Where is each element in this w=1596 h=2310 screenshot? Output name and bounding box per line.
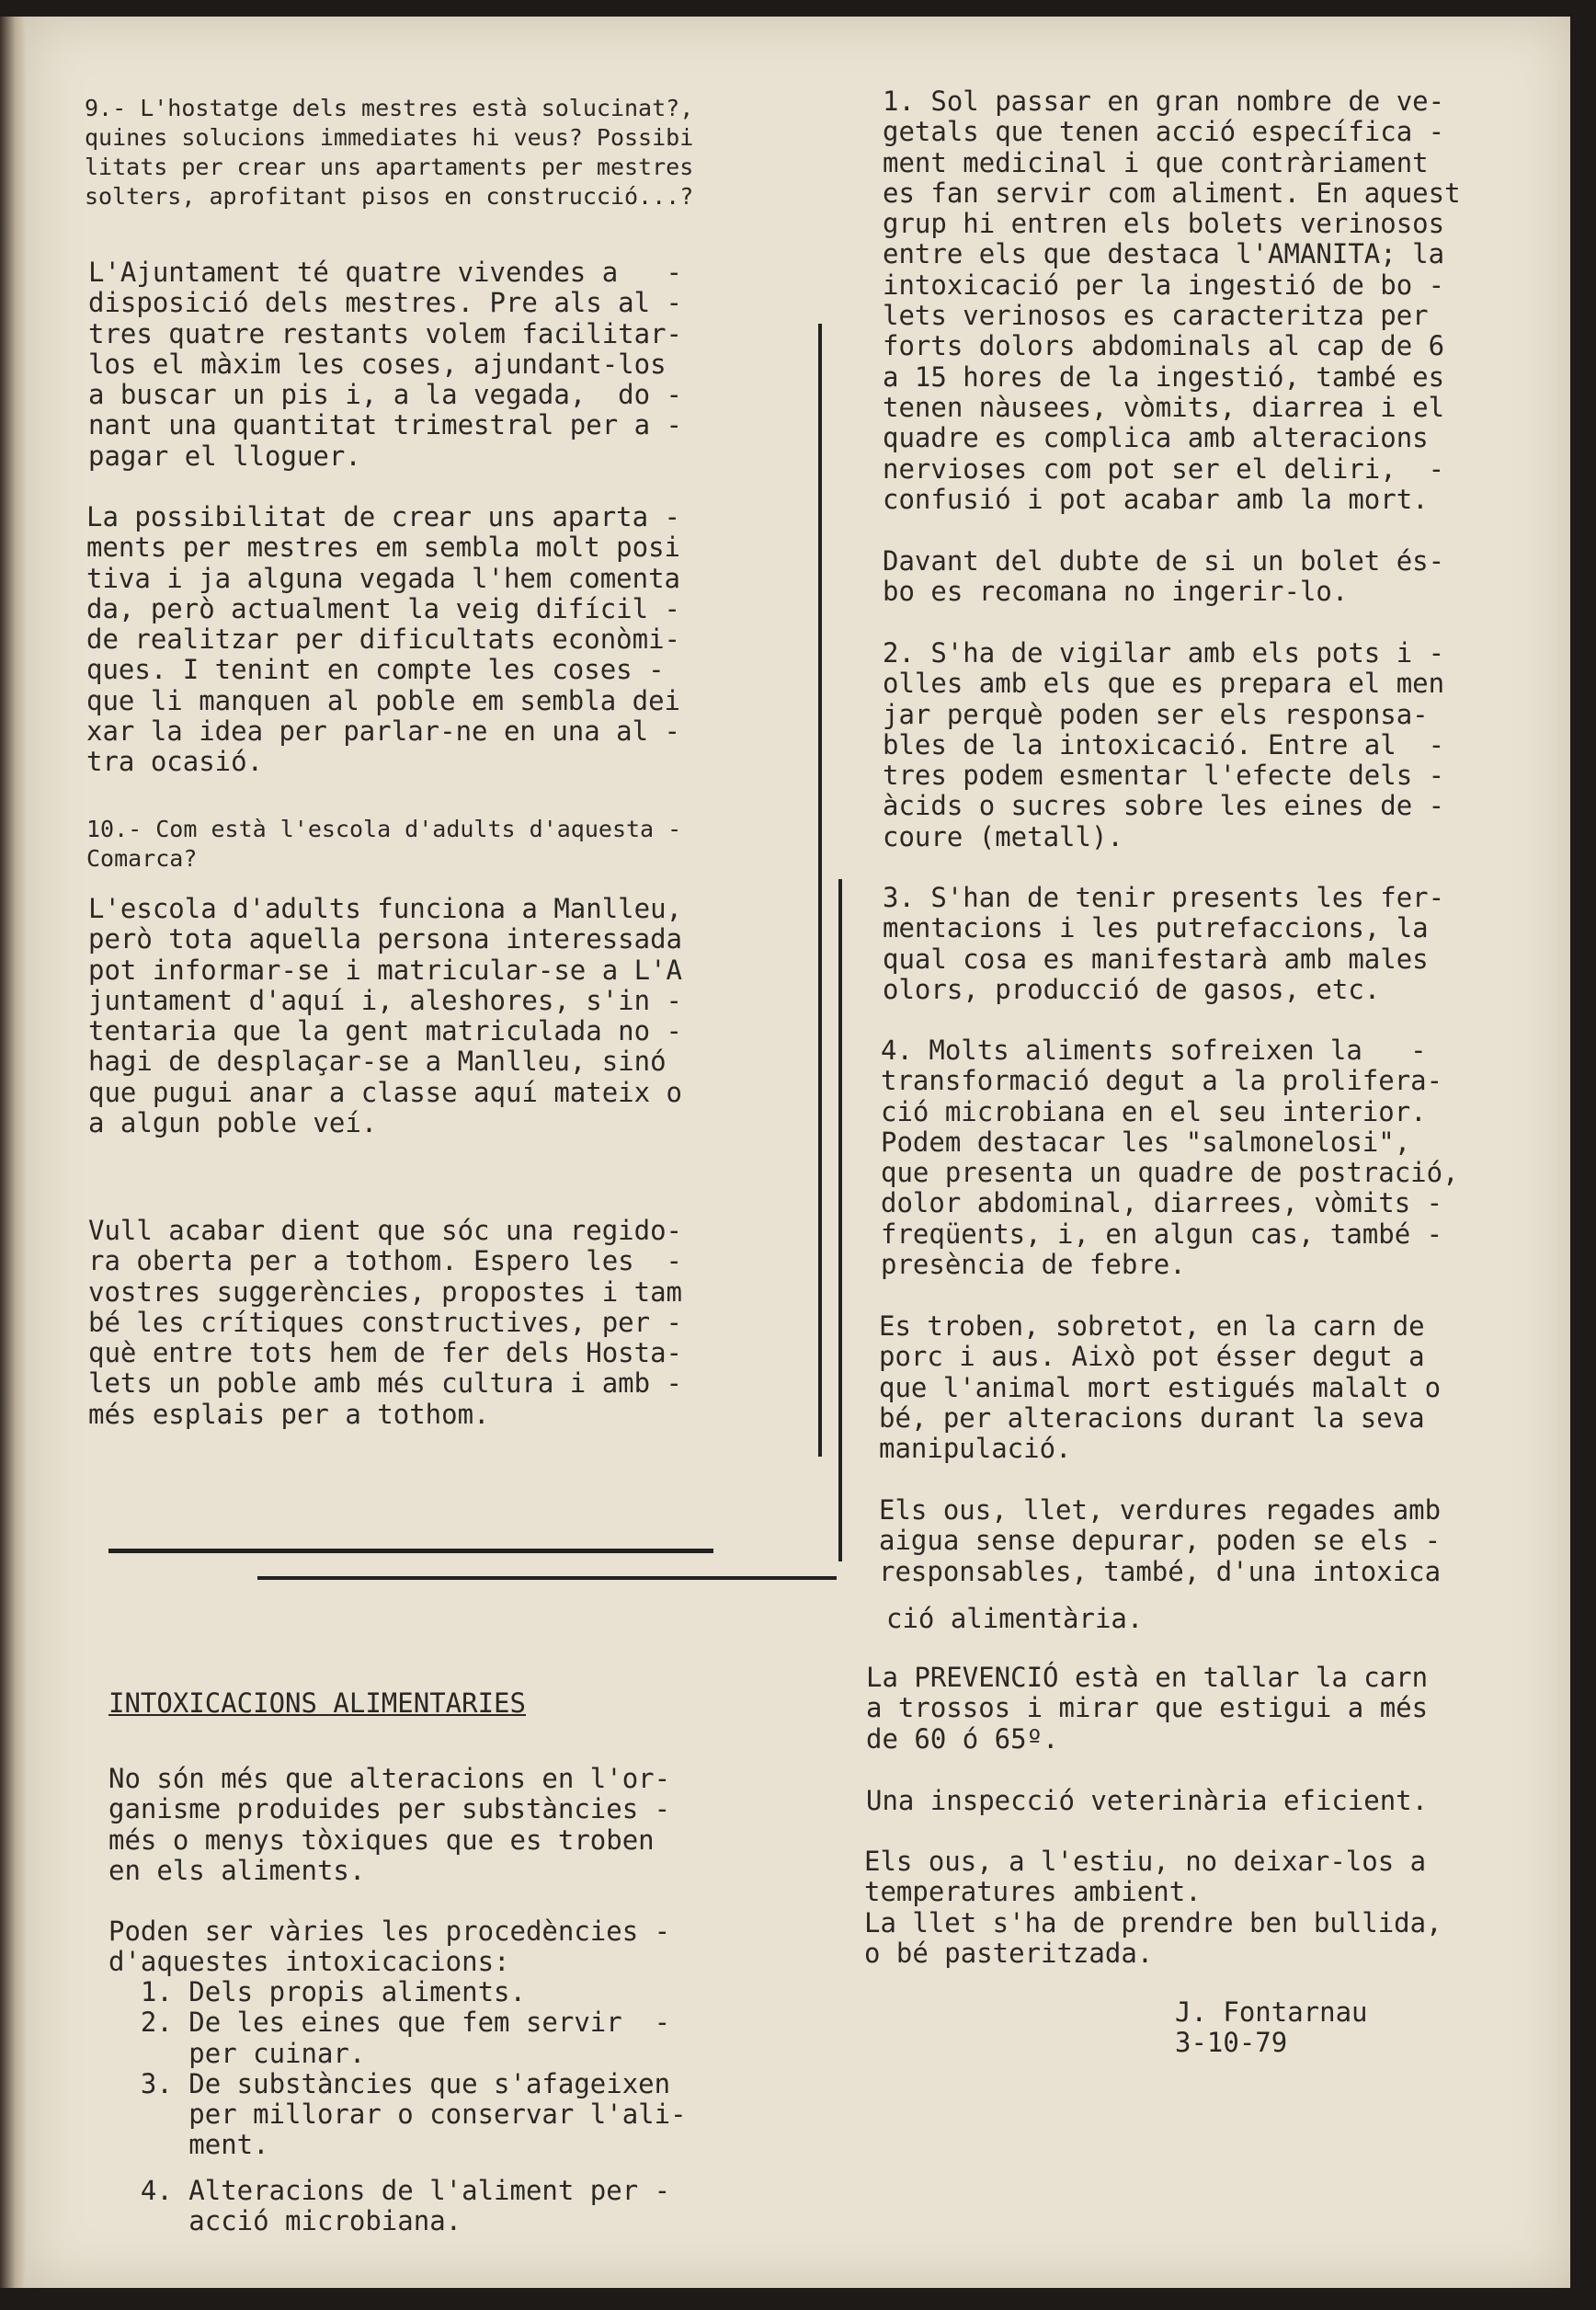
answer-10: L'escola d'adults funciona a Manlleu, però tota aquella persona interessada pot informar-se i matricular-se a L'A juntament d'aquí i, aleshores, s'in - tentaria que la gent matriculada no - hagi de desplaçar-se a Manlleu, sinó que pugui anar a classe aquí mateix o a algun poble veí. (88, 893, 683, 1139)
signature: J. Fontarnau 3-10-79 (1175, 1996, 1368, 2059)
sources-list: 1. Dels propis aliments. 2. De les eines que fem servir - per cuinar. 3. De substàncies que s'afageixen per millorar o conservar l'ali- ment. (140, 1976, 687, 2161)
book-spine (0, 17, 26, 2288)
prevention-paragraph: La PREVENCIÓ està en tallar la carn a trossos i mirar que estigui a més de 60 ó 65º. (866, 1662, 1429, 1755)
column-rule (818, 324, 822, 1457)
paragraph-6: Els ous, llet, verdures regades amb aigua sense depurar, poden se els - responsables, també, d'una intoxica (879, 1494, 1442, 1587)
document-page (26, 17, 1570, 2288)
section-divider (108, 1549, 713, 1553)
paragraph-6-end: ció alimentària. (886, 1603, 1144, 1634)
question-10: 10.- Com està l'escola d'adults d'aquesta - Comarca? (86, 816, 682, 872)
question-9: 9.- L'hostatge dels mestres està solucinat?, quines solucions immediates hi veus? Possibi litats per crear uns apartaments per mestres solters, aprofitant pisos en construcció...? (85, 95, 694, 210)
column-rule (838, 879, 842, 1561)
paragraph-4: 4. Molts aliments sofreixen la - transformació degut a la prolifera- ció microbiana en el seu interior. Podem destacar les "salmonelosi", que presenta un quadre de postració, dolor abdominal, diarrees, vòmits - freqüents, i, en algun cas, també - presència de febre. (881, 1035, 1459, 1281)
paragraph-1-note: Davant del dubte de si un bolet és- bo es recomana no ingerir-lo. (883, 545, 1445, 608)
sources-list-item-4: 4. Alteracions de l'aliment per - acció microbiana. (140, 2175, 671, 2237)
inspection-line: Una inspecció veterinària eficient. (866, 1785, 1429, 1816)
paragraph-1: 1. Sol passar en gran nombre de ve- getals que tenen acció específica - ment medicinal i que contràriament es fan servir com aliment. En aquest grup hi entren els bolets verinosos entre els que destaca l'AMANITA; la intoxicació per la ingestió de bo - lets verinosos es caracteritza per forts dolors abdominals al cap de 6 a 15 hores de la ingestió, també es tenen nàusees, vòmits, diarrea i el quadre es complica amb alteracions nervioses com pot ser el deliri, - confusió i pot acabar amb la mort. (883, 86, 1461, 515)
paragraph-2: 2. S'ha de vigilar amb els pots i - olles amb els que es prepara el men jar perquè poden ser els responsa- bles de la intoxicació. Entre al - tres podem esmentar l'efecte dels - àcids o sucres sobre les eines de - coure (metall). (883, 637, 1445, 852)
intro-paragraph: No són més que alteracions en l'or- ganisme produides per substàncies - més o menys tòxiques que es troben en els aliments. (108, 1763, 671, 1886)
section-divider (257, 1576, 837, 1580)
paragraph-3: 3. S'han de tenir presents les fer- mentacions i les putrefaccions, la qual cosa es manifestarà amb males olors, producció de gasos, etc. (883, 882, 1445, 1005)
answer-9-paragraph-1: L'Ajuntament té quatre vivendes a - disposició dels mestres. Pre als al - tres quatre restants volem facilitar- los el màxim les coses, ajundant-los a buscar un pis i, a la vegada, do - nant una quantitat trimestral per a - pagar el lloguer. (88, 257, 683, 472)
eggs-milk-paragraph: Els ous, a l'estiu, no deixar-los a temperatures ambient. La llet s'ha de prendre ben bullida, o bé pasteritzada. (864, 1846, 1442, 1969)
closing-paragraph: Vull acabar dient que sóc una regido- ra oberta per a tothom. Espero les - vostres suggerències, propostes i tam bé les crítiques constructives, per - què entre tots hem de fer dels Hosta- lets un poble amb més cultura i amb - més esplais per a tothom. (88, 1215, 683, 1430)
paragraph-5: Es troben, sobretot, en la carn de porc i aus. Això pot ésser degut a que l'animal mort estigués malalt o bé, per alteracions durant la seva manipulació. (879, 1310, 1442, 1465)
section-heading: INTOXICACIONS ALIMENTARIES (108, 1687, 526, 1719)
answer-9-paragraph-2: La possibilitat de crear uns aparta - ments per mestres em sembla molt posi tiva i ja alguna vegada l'hem comenta da, però actualment la veig difícil - de realitzar per dificultats econòmi- ques. I tenint en compte les coses - que li manquen al poble em sembla dei xar la idea per parlar-ne en una al - tra ocasió. (86, 501, 681, 778)
sources-intro: Poden ser vàries les procedències - d'aquestes intoxicacions: (108, 1915, 671, 1978)
